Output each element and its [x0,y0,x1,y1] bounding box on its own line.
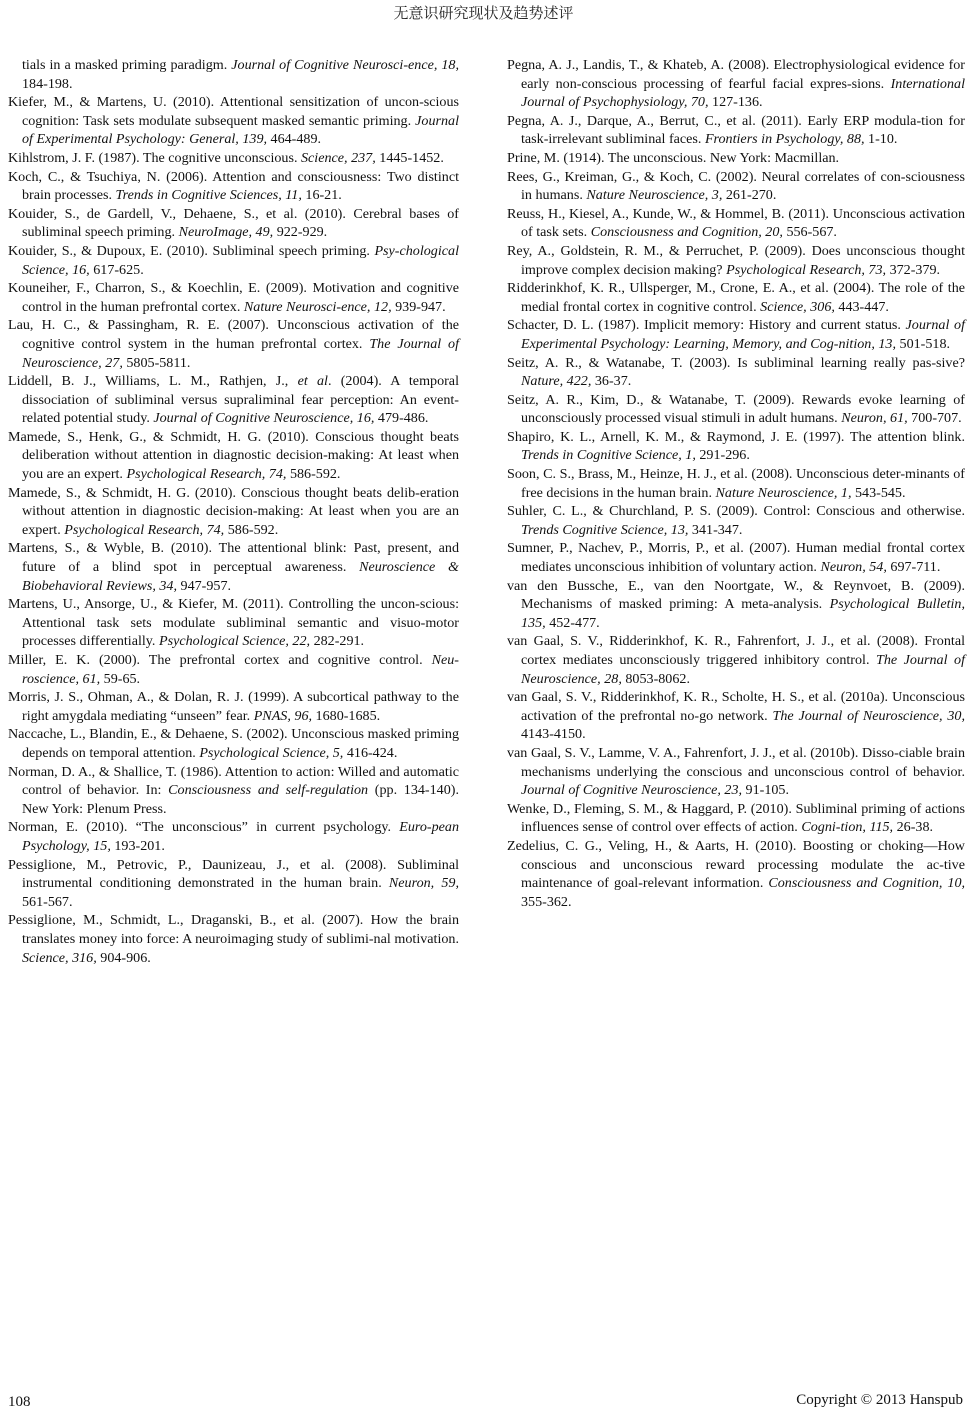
reference-source: The Journal of Neuroscience, 28, [521,652,965,687]
reference-entry [8,93,459,149]
reference-entry [8,856,459,912]
reference-text: 479-486. [374,410,429,427]
reference-source: Psychological Bulletin, 135, [521,596,965,631]
reference-text: 1445-1452. [375,149,444,166]
reference-text: 1680-1685. [312,707,381,724]
reference-text: 8053-8062. [621,670,690,687]
reference-text: Zedelius, C. G., Veling, H., & Aarts, H. (2010). Boosting or choking—How conscious and unconscious reward processing modulate the ac-tive maintenance of goal-relevant information. [507,837,965,892]
reference-text: Norman, D. A., & Shallice, T. (1986). Attention to action: Willed and automatic control of behavior. In: [8,763,459,799]
reference-source: Psychological Science, 22, [158,633,311,650]
reference-entry [507,428,965,465]
reference-text: 261-270. [722,187,777,204]
reference-source: Neuron, 61, [841,410,908,427]
reference-text: 617-625. [89,261,144,278]
reference-text: 697-711. [886,559,941,576]
reference-text: Sumner, P., Nachev, P., Morris, P., et al. (2007). Human medial frontal cortex mediates unconscious inhibition of voluntary action. [507,540,965,576]
reference-entry [8,688,459,725]
reference-entry [8,56,459,93]
reference-entry [8,149,459,168]
reference-text: 355-362. [521,893,572,910]
reference-entry [8,484,459,540]
reference-source: Journal of Experimental Psychology: General, 139, [22,112,459,148]
reference-text: Reuss, H., Kiesel, A., Kunde, W., & Hommel, B. (2011). Unconscious activation of task sets. [507,205,965,241]
reference-text: Rees, G., Kreiman, G., & Koch, C. (2002). Neural correlates of con-sciousness in humans. [507,168,965,204]
reference-source: Nature Neuroscience, 3, [586,187,723,204]
reference-text: van Gaal, S. V., Lamme, V. A., Fahrenfort, J. J., et al. (2010b). Disso-ciable brain mechanisms underlying the conscious and unconscious control of behavior. [507,744,965,780]
reference-entry [507,837,965,911]
reference-source: The Journal of Neuroscience, 30, [772,707,965,724]
reference-text: Martens, U., Ansorge, U., & Kiefer, M. (2011). Controlling the uncon-scious: Attentional task sets modulate subliminal semantic and visuo-motor processes differentially. [8,596,459,650]
reference-source: Euro-pean Psychology, 15, [22,819,459,854]
reference-entry [8,316,459,372]
reference-text: van Gaal, S. V., Ridderinkhof, K. R., Scholte, H. S., et al. (2010a). Unconscious activation of the prefrontal no-go network. [507,689,965,724]
reference-text: 26-38. [893,819,934,836]
references-right-column [507,56,965,911]
reference-text: Pessiglione, M., Schmidt, L., Draganski, B., et al. (2007). How the brain translates money into force: A neuroimaging study of sublimi-nal motivation. [8,912,459,947]
reference-text: 4143-4150. [521,726,586,743]
reference-source: Nature Neuroscience, 1, [715,484,852,501]
reference-text: 443-447. [834,298,889,315]
reference-text: 922-929. [273,224,328,241]
reference-source: Journal of Cognitive Neuroscience, 16, [153,410,375,427]
reference-entry [8,911,459,967]
reference-text: 452-477. [545,614,600,631]
reference-text: 561-567. [22,893,73,910]
reference-entry [507,465,965,502]
reference-text: Ridderinkhof, K. R., Ullsperger, M., Crone, E. A., et al. (2004). The role of the medial frontal cortex in cognitive control. [507,280,965,315]
reference-text: Wenke, D., Fleming, S. M., & Haggard, P. (2010). Subliminal priming of actions influences sense of control over effects of action. [507,800,965,836]
reference-text: van Gaal, S. V., Ridderinkhof, K. R., Fahrenfort, J. J., et al. (2008). Frontal cortex mediates unconsciously triggered inhibitory control. [507,633,965,668]
reference-entry [507,112,965,149]
reference-text: Miller, E. K. (2000). The prefrontal cortex and cognitive control. [8,652,432,668]
reference-source: NeuroImage, 49, [178,224,274,241]
reference-entry [8,205,459,242]
reference-source: Science, 306, [760,298,835,315]
reference-text: Koch, C., & Tsuchiya, N. (2006). Attention and consciousness: Two distinct brain processes. [8,168,459,204]
reference-text: 904-906. [96,949,151,966]
reference-source: Nature, 422, [521,373,592,390]
reference-text: Suhler, C. L., & Churchland, P. S. (2009). Control: Conscious and otherwise. [507,503,965,520]
reference-text: 16-21. [301,187,342,204]
reference-entry [8,168,459,205]
reference-text: Prine, M. (1914). The unconscious. New York: Macmillan. [507,149,840,166]
reference-text: Schacter, D. L. (1987). Implicit memory: History and current status. [507,317,906,334]
reference-entry [507,316,965,353]
reference-text: 193-201. [110,837,165,854]
reference-text: Pegna, A. J., Landis, T., & Khateb, A. (2008). Electrophysiological evidence for early non-conscious processing of fearful facial expres-sions. [507,57,965,92]
reference-text: Shapiro, K. L., Arnell, K. M., & Raymond, J. E. (1997). The attention blink. [507,428,965,445]
reference-text: 464-489. [267,131,322,148]
reference-text: Lau, H. C., & Passingham, R. E. (2007). Unconscious activation of the cognitive control system in the human prefrontal cortex. [8,317,459,352]
reference-source: Neuron, 59, [388,875,459,892]
reference-text: Norman, E. (2010). “The unconscious” in current psychology. [8,819,400,836]
reference-text: . (2004). A temporal dissociation of subliminal versus supraliminal fear perception: An event-related potential study. [22,373,459,427]
reference-source: Consciousness and Cognition, 20, [590,224,783,241]
reference-text: 127-136. [708,94,763,111]
reference-source: Psychological Research, 74, [64,521,225,538]
reference-source: Journal of Cognitive Neurosci-ence, 18, [231,57,459,73]
references-left-column [8,56,459,967]
reference-text: 543-545. [851,484,906,501]
reference-entry [8,725,459,762]
reference-text: 184-198. [22,75,73,92]
reference-text: 700-707. [907,410,962,427]
reference-entry [507,242,965,279]
copyright-notice: Copyright © 2013 Hanspub [796,1392,963,1408]
reference-source: PNAS, 96, [253,707,313,724]
reference-text: 5805-5811. [122,354,191,371]
reference-source: Trends in Cognitive Sciences, 11, [115,187,302,204]
reference-entry [507,539,965,576]
reference-text: Seitz, A. R., Kim, D., & Watanabe, T. (2009). Rewards evoke learning of unconsciously processed visual stimuli in adult humans. [507,391,965,427]
reference-source: Trends Cognitive Science, 13, [521,521,689,538]
reference-source: Cogni-tion, 115, [801,819,894,836]
reference-source: Consciousness and Cognition, 10, [768,875,966,892]
reference-text: 372-379. [886,261,941,278]
reference-entry [507,577,965,633]
reference-text: 586-592. [286,466,341,483]
reference-source: Journal of Cognitive Neuroscience, 23, [521,782,743,799]
reference-text: Morris, J. S., Ohman, A., & Dolan, R. J. (1999). A subcortical pathway to the right amygdala mediating “unseen” fear. [8,689,459,724]
reference-text: Kouider, S., & Dupoux, E. (2010). Subliminal speech priming. [8,242,375,259]
reference-source: International Journal of Psychophysiology, 70, [521,75,965,111]
reference-entry [507,800,965,837]
reference-entry [507,688,965,744]
reference-entry [507,354,965,391]
reference-text: Seitz, A. R., & Watanabe, T. (2003). Is subliminal learning really pas-sive? [507,354,965,371]
reference-text: 282-291. [310,633,365,650]
reference-text: 341-347. [688,521,743,538]
reference-entry [8,539,459,595]
reference-entry [8,279,459,316]
reference-source: Nature Neurosci-ence, 12, [243,298,392,315]
page-number: 108 [8,1394,31,1410]
reference-text: Naccache, L., Blandin, E., & Dehaene, S. (2002). Unconscious masked priming depends on temporal attention. [8,726,459,761]
reference-source: Consciousness and self-regulation [168,782,369,799]
reference-source: et al [297,373,328,390]
reference-entry [507,205,965,242]
reference-entry [8,818,459,855]
reference-text: Liddell, B. J., Williams, L. M., Rathjen, J., [8,373,298,390]
reference-text: Pegna, A. J., Darque, A., Berrut, C., et al. (2011). Early ERP modula-tion for task-irrelevant subliminal faces. [507,112,965,148]
reference-entry [8,242,459,279]
reference-entry [8,595,459,651]
running-header: 无意识研究现状及趋势述评 [393,4,574,22]
reference-text: 1-10. [864,131,898,148]
reference-text: Mamede, S., & Schmidt, H. G. (2010). Conscious thought beats delib-eration without attention in diagnostic decision-making: At least when you are an expert. [8,484,459,538]
reference-entry [8,651,459,688]
reference-source: Psy-chological Science, 16, [22,242,459,278]
reference-text: 291-296. [695,447,750,464]
reference-source: Frontiers in Psychology, 88, [704,131,865,148]
reference-entry [507,632,965,688]
reference-entry [8,372,459,428]
reference-source: Science, 316, [22,949,97,966]
reference-text: Rey, A., Goldstein, R. M., & Perruchet, P. (2009). Does unconscious thought improve complex decision making? [507,242,965,278]
reference-entry [8,763,459,819]
reference-entry [507,502,965,539]
reference-source: Psychological Science, 5, [199,744,344,761]
reference-source: Neu-roscience, 61, [22,652,459,687]
reference-text: 947-957. [177,577,232,594]
reference-entry [507,149,965,168]
reference-text: van den Bussche, E., van den Noortgate, W., & Reynvoet, B. (2009). Mechanisms of masked priming: A meta-analysis. [507,577,965,613]
reference-source: Neuroscience & Biobehavioral Reviews, 34, [22,559,459,594]
reference-text: 586-592. [224,521,279,538]
reference-text: Mamede, S., Henk, G., & Schmidt, H. G. (2010). Conscious thought beats deliberation without attention in diagnostic decision-making: At least when you are an expert. [8,428,459,483]
reference-entry [507,279,965,316]
reference-text: Pessiglione, M., Petrovic, P., Daunizeau, J., et al. (2008). Subliminal instrumental conditioning demonstrated in the human brain. [8,856,459,892]
reference-text: Soon, C. S., Brass, M., Heinze, H. J., et al. (2008). Unconscious deter-minants of free decisions in the human brain. [507,466,965,501]
reference-text: Martens, S., & Wyble, B. (2010). The attentional blink: Past, present, and future of a blind spot in perceptual awareness. [8,540,459,576]
reference-source: Psychological Research, 73, [726,261,887,278]
reference-text: 939-947. [391,298,446,315]
reference-text: 501-518. [896,335,951,352]
reference-source: Science, 237, [301,149,376,166]
reference-text: 91-105. [742,782,790,799]
reference-text: 416-424. [343,744,398,761]
reference-source: Journal of Experimental Psychology: Learning, Memory, and Cog-nition, 13, [521,317,965,352]
reference-text: 59-65. [100,670,141,687]
reference-entry [507,744,965,800]
reference-text: tials in a masked priming paradigm. [22,57,232,73]
reference-text: 36-37. [591,373,632,390]
reference-entry [507,391,965,428]
reference-source: The Journal of Neuroscience, 27, [22,335,459,371]
reference-text: Kiefer, M., & Martens, U. (2010). Attentional sensitization of uncon-scious cognition: Task sets modulate subsequent masked semantic priming. [8,94,459,129]
reference-source: Neuron, 54, [820,559,887,576]
reference-entry [8,428,459,484]
reference-source: Psychological Research, 74, [126,466,287,483]
reference-entry [507,168,965,205]
reference-source: Trends in Cognitive Science, 1, [521,447,696,464]
reference-text: Kihlstrom, J. F. (1987). The cognitive unconscious. [8,149,301,166]
reference-text: Kouider, S., de Gardell, V., Dehaene, S., et al. (2010). Cerebral bases of subliminal speech priming. [8,205,459,241]
reference-text: Kouneiher, F., Charron, S., & Koechlin, E. (2009). Motivation and cognitive control in the human prefrontal cortex. [8,280,459,315]
reference-text: (pp. 134-140). New York: Plenum Press. [22,782,459,817]
reference-text: 556-567. [782,224,837,241]
reference-entry [507,56,965,112]
